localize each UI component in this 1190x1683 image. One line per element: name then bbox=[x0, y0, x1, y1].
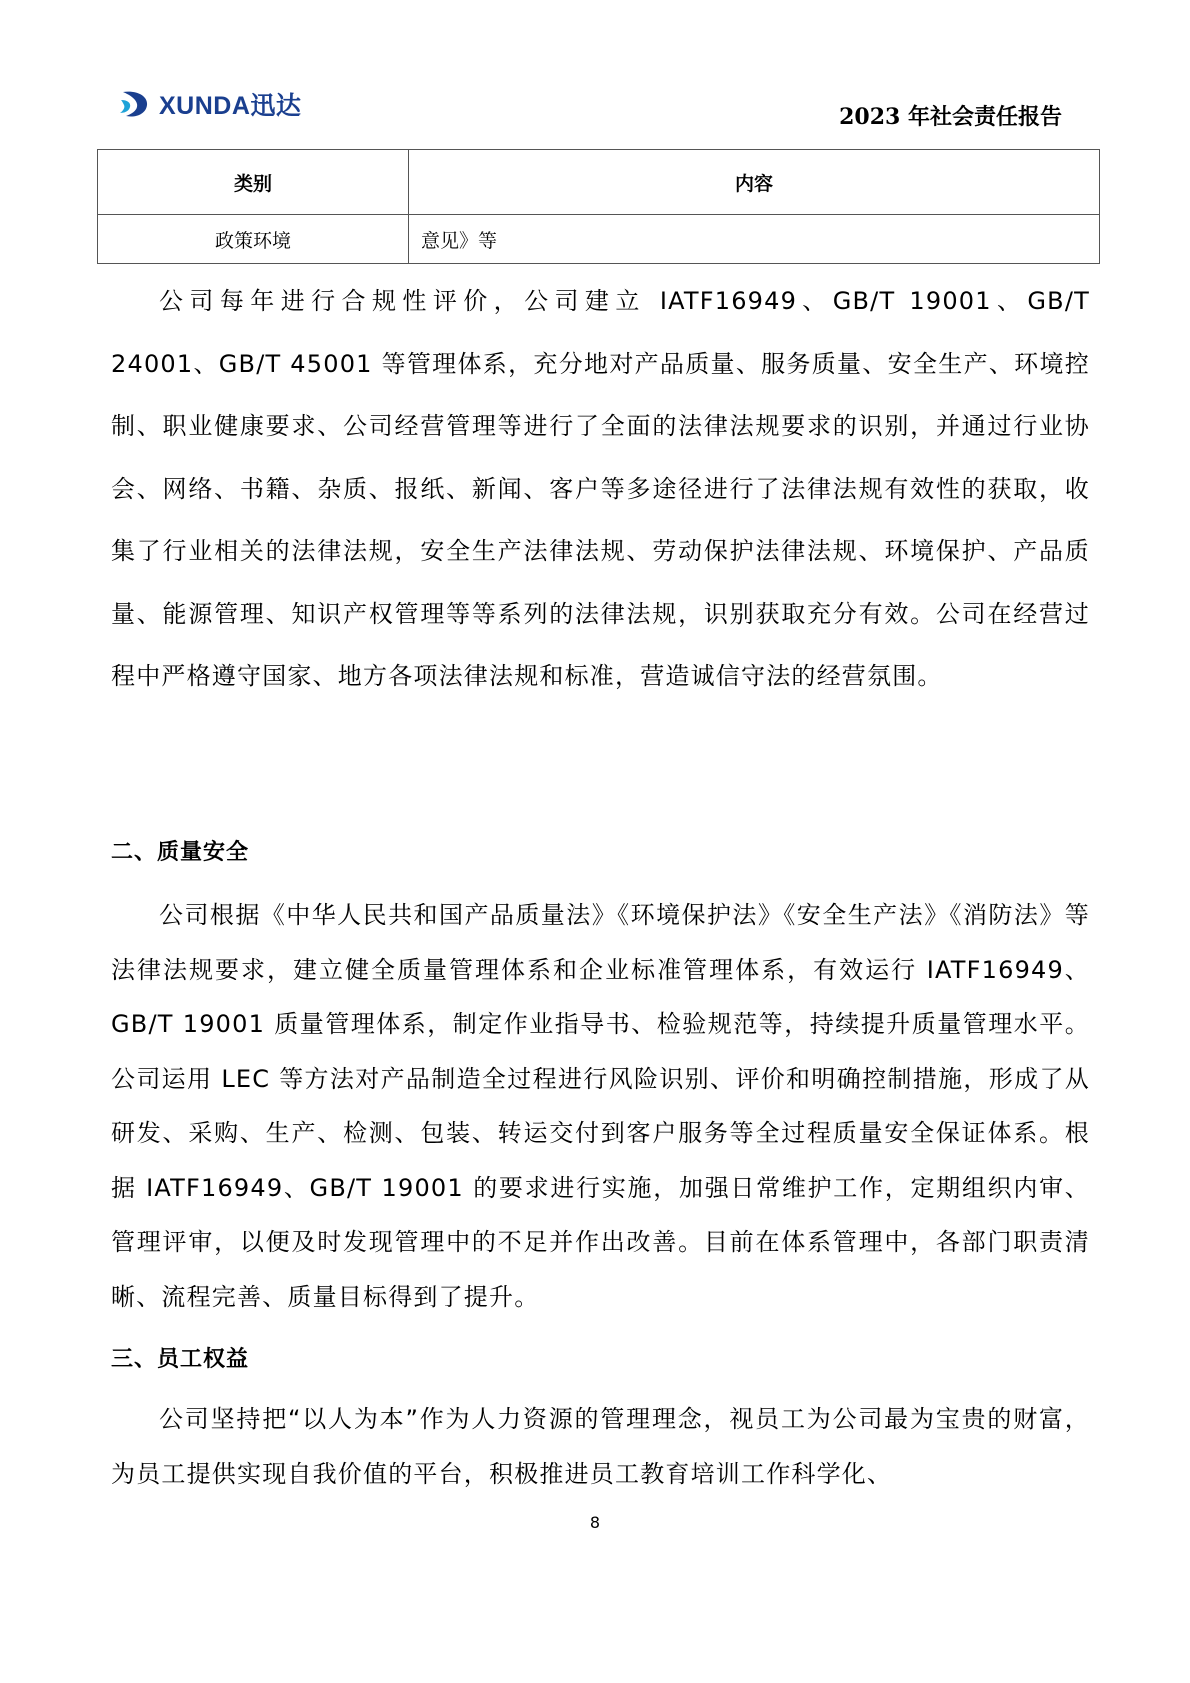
quality-safety-paragraph: 公司根据《中华人民共和国产品质量法》《环境保护法》《安全生产法》《消防法》等法律法规要求，建立健全质量管理体系和企业标准管理体系，有效运行 IATF16949、GB/T 19001 质量管理体系，制定作业指导书、检验规范等，持续提升质量管理水平。公司运用 LEC 等方法对产品制造全过程进行风险识别、评价和明确控制措施，形成了从研发、采购、生产、检测、包装、转运交付到客户服务等全过程质量安全保证体系。根据 IATF16949、GB/T 19001 的要求进行实施，加强日常维护工作，定期组织内审、管理评审，以便及时发现管理中的不足并作出改善。目前在体系管理中，各部门职责清晰、流程完善、质量目标得到了提升。 bbox=[111, 901, 1090, 1311]
table-header-category: 类别 bbox=[98, 150, 409, 215]
logo-text: XUNDA迅达 bbox=[159, 92, 302, 120]
employee-rights-paragraph: 公司坚持把“以人为本”作为人力资源的管理理念，视员工为公司最为宝贵的财富，为员工提供实现自我价值的平台，积极推进员工教育培训工作科学化、 bbox=[111, 1405, 1090, 1488]
table-cell-content: 意见》等 bbox=[409, 215, 1100, 264]
table-header-row bbox=[98, 150, 1100, 215]
table-row bbox=[98, 215, 1100, 264]
xunda-logo-icon bbox=[117, 86, 153, 122]
quality-safety-heading: 二、质量安全 bbox=[111, 839, 250, 865]
report-title: 2023 年社会责任报告 bbox=[839, 104, 1062, 130]
page-number: 8 bbox=[589, 1513, 601, 1532]
employee-rights-heading: 三、员工权益 bbox=[111, 1346, 250, 1372]
compliance-paragraph: 公司每年进行合规性评价，公司建立 IATF16949、GB/T 19001、GB/T 24001、GB/T 45001 等管理体系，充分地对产品质量、服务质量、安全生产、环境控制、职业健康要求、公司经营管理等进行了全面的法律法规要求的识别，并通过行业协会、网络、书籍、杂质、报纸、新闻、客户等多途径进行了法律法规有效性的获取，收集了行业相关的法律法规，安全生产法律法规、劳动保护法律法规、环境保护、产品质量、能源管理、知识产权管理等等系列的法律法规，识别获取充分有效。公司在经营过程中严格遵守国家、地方各项法律法规和标准，营造诚信守法的经营氛围。 bbox=[111, 287, 1090, 690]
table-cell-category: 政策环境 bbox=[98, 215, 409, 264]
category-table bbox=[97, 149, 1100, 264]
table-header-content: 内容 bbox=[409, 150, 1100, 215]
company-logo bbox=[117, 84, 301, 124]
